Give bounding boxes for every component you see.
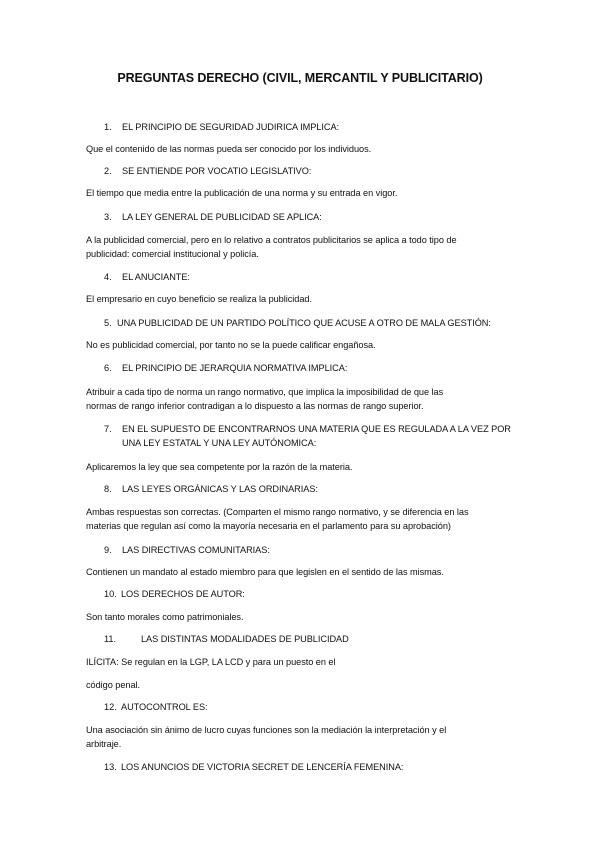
question-number: 11. (104, 634, 117, 644)
question-text: SE ENTIENDE POR VOCATIO LEGISLATIVO: (122, 166, 312, 176)
question-number: 9. (104, 545, 112, 555)
answer-text: Aplicaremos la ley que sea competente por la razón de la materia. (86, 462, 353, 472)
answer-text: El tiempo que media entre la publicación de una norma y su entrada en vigor. (86, 188, 398, 198)
question-text: LA LEY GENERAL DE PUBLICIDAD SE APLICA: (122, 212, 322, 222)
question-text: LOS ANUNCIOS DE VICTORIA SECRET DE LENCERÍA FEMENINA: (121, 762, 404, 772)
question-text: EL PRINCIPIO DE JERARQUIA NORMATIVA IMPLICA: (122, 363, 348, 373)
answer-text: Una asociación sin ánimo de lucro cuyas funciones son la mediación la interpretación y el (86, 725, 447, 735)
answer-text: materias que regulan así como la mayoría necesaria en el parlamento para su aprobación) (86, 521, 451, 531)
answer-text: ILÍCITA: Se regulan en la LGP, LA LCD y para un puesto en el (86, 657, 336, 667)
question-text: LAS DIRECTIVAS COMUNITARIAS: (122, 545, 270, 555)
question-text: EN EL SUPUESTO DE ENCONTRARNOS UNA MATERIA QUE ES REGULADA A LA VEZ POR (122, 424, 511, 434)
question-text: EL ANUCIANTE: (122, 272, 190, 282)
question-number: 6. (104, 363, 112, 373)
question-text: EL PRINCIPIO DE SEGURIDAD JUDIRICA IMPLICA: (122, 122, 340, 132)
question-number: 4. (104, 272, 112, 282)
question-number: 8. (104, 484, 112, 494)
question-text: AUTOCONTROL ES: (121, 702, 208, 712)
question-number: 13. (104, 762, 117, 772)
question-number: 1. (104, 122, 112, 132)
answer-text: Que el contenido de las normas pueda ser conocido por los individuos. (86, 144, 372, 154)
answer-text: Contienen un mandato al estado miembro para que legislen en el sentido de las mismas. (86, 567, 444, 577)
question-number: 5. (104, 318, 112, 328)
answer-text: publicidad: comercial institucional y policía. (86, 249, 259, 259)
document-title: PREGUNTAS DERECHO (CIVIL, MERCANTIL Y PUBLICITARIO) (117, 71, 483, 85)
question-number: 3. (104, 212, 112, 222)
question-text: UNA PUBLICIDAD DE UN PARTIDO POLÍTICO QUE ACUSE A OTRO DE MALA GESTIÓN: (117, 318, 491, 328)
answer-text: código penal. (86, 680, 141, 690)
question-text: LOS DERECHOS DE AUTOR: (121, 589, 245, 599)
question-text: LAS DISTINTAS MODALIDADES DE PUBLICIDAD (141, 634, 349, 644)
answer-text: arbitraje. (86, 739, 122, 749)
answer-text: A la publicidad comercial, pero en lo relativo a contratos publicitarios se aplica a todo tipo de (86, 235, 457, 245)
question-text: LAS LEYES ORGÁNICAS Y LAS ORDINARIAS: (122, 484, 318, 494)
answer-text: Ambas respuestas son correctas. (Comparten el mismo rango normativo, y se diferencia en las (86, 507, 469, 517)
question-number: 10. (104, 589, 117, 599)
answer-text: normas de rango inferior contradigan a lo dispuesto a las normas de rango superior. (86, 401, 424, 411)
question-number: 2. (104, 166, 112, 176)
answer-text: No es publicidad comercial, por tanto no se la puede calificar engañosa. (86, 340, 376, 350)
question-number: 7. (104, 424, 112, 434)
answer-text: Atribuir a cada tipo de norma un rango normativo, que implica la imposibilidad de que las (86, 387, 444, 397)
answer-text: El empresario en cuyo beneficio se realiza la publicidad. (86, 294, 312, 304)
answer-text: Son tanto morales como patrimoniales. (86, 612, 244, 622)
question-number: 12. (104, 702, 117, 712)
question-text: UNA LEY ESTATAL Y UNA LEY AUTÓNOMICA: (122, 438, 317, 448)
